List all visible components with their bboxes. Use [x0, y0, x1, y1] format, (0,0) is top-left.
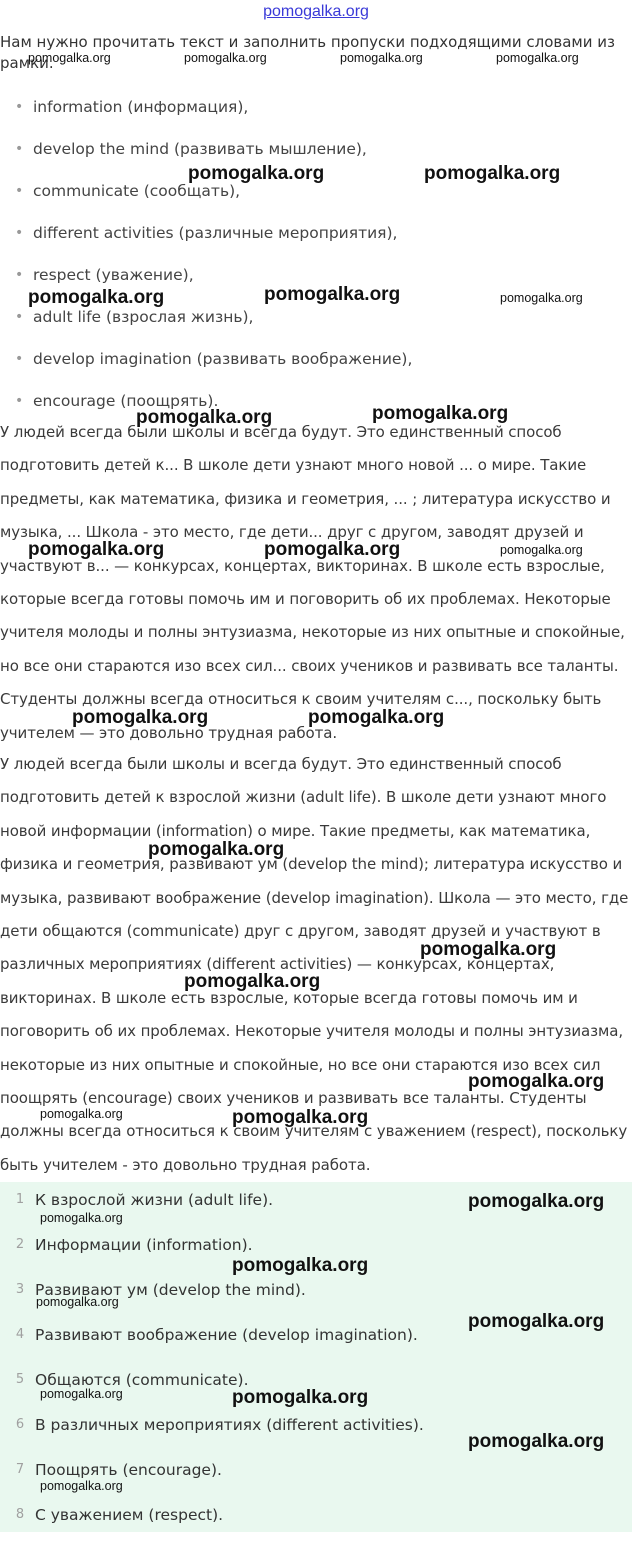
- watermark: pomogalka.org: [500, 543, 583, 557]
- answer-number: 8: [15, 1507, 25, 1522]
- watermark: pomogalka.org: [264, 539, 401, 560]
- answer-number: 1: [15, 1192, 25, 1207]
- list-item: [0, 1497, 632, 1542]
- list-item: [0, 338, 620, 380]
- bullet-icon: •: [15, 309, 24, 325]
- answer-number: 2: [15, 1237, 25, 1252]
- watermark: pomogalka.org: [72, 707, 209, 728]
- answer-text: Развивают ум (develop the mind).: [35, 1281, 306, 1299]
- watermark: pomogalka.org: [232, 1387, 369, 1408]
- watermark: pomogalka.org: [184, 971, 321, 992]
- bullet-icon: •: [15, 141, 24, 157]
- answer-text: Поощрять (encourage).: [35, 1461, 222, 1479]
- bullet-icon: •: [15, 183, 24, 199]
- answer-text: В различных мероприятиях (different activities).: [35, 1416, 424, 1434]
- task-instruction: Нам нужно прочитать текст и заполнить пропуски подходящими словами из рамки.: [0, 33, 615, 72]
- watermark: pomogalka.org: [40, 1479, 123, 1493]
- watermark: pomogalka.org: [468, 1431, 605, 1452]
- answer-text: Общаются (communicate).: [35, 1371, 249, 1389]
- task-paragraph: У людей всегда были школы и всегда будут. Это единственный способ подготовить детей к... В школе дети узнают много новой ... о мире. Такие предметы, как математика, физика и геометрия, ... ; литература искусство и музыка, ... Школа - это место, где дети... друг с другом, заводят друзей и участвуют в... — конкурсах, концертах, викторинах. В школе есть взрослые, которые всегда готовы помочь им и поговорить об их проблемах. Некоторые учителя молоды и полны энтузиазма, некоторые из них опытные и спокойные, но все они стараются изо всех сил... своих учеников и развивать все таланты. Студенты должны всегда относиться к своим учителям с..., поскольку быть учителем — это довольно трудная работа.: [0, 423, 625, 742]
- watermark: pomogalka.org: [188, 163, 325, 184]
- option-label: information (информация),: [33, 98, 249, 116]
- watermark: pomogalka.org: [36, 1295, 119, 1309]
- watermark: pomogalka.org: [500, 291, 583, 305]
- option-label: develop imagination (развивать воображение),: [33, 350, 413, 368]
- bullet-icon: •: [15, 99, 24, 115]
- list-item: [0, 212, 620, 254]
- option-label: encourage (поощрять).: [33, 392, 219, 410]
- word-options-list: [0, 86, 620, 422]
- watermark: pomogalka.org: [264, 284, 401, 305]
- watermark: pomogalka.org: [420, 939, 557, 960]
- answer-text: К взрослой жизни (adult life).: [35, 1191, 274, 1209]
- option-label: communicate (сообщать),: [33, 182, 241, 200]
- site-header-link[interactable]: pomogalka.org: [263, 3, 369, 20]
- watermark: pomogalka.org: [40, 1211, 123, 1225]
- answer-number: 6: [15, 1417, 25, 1432]
- watermark: pomogalka.org: [232, 1255, 369, 1276]
- bullet-icon: •: [15, 267, 24, 283]
- watermark: pomogalka.org: [40, 1107, 123, 1121]
- list-item: [0, 86, 620, 128]
- answer-number: 5: [15, 1372, 25, 1387]
- bullet-icon: •: [15, 393, 24, 409]
- watermark: pomogalka.org: [28, 539, 165, 560]
- answer-number: 7: [15, 1462, 25, 1477]
- watermark: pomogalka.org: [148, 839, 285, 860]
- answer-text: Развивают воображение (develop imagination).: [35, 1326, 418, 1344]
- answer-paragraph: У людей всегда были школы и всегда будут. Это единственный способ подготовить детей к взрослой жизни (adult life). В школе дети узнают много новой информации (information) о мире. Такие предметы, как математика, физика и геометрия, развивают ум (develop the mind); литература искусство и музыка, развивают воображение (develop imagination). Школа — это место, где дети общаются (communicate) друг с другом, заводят друзей и участвуют в различных мероприятиях (different activities) — конкурсах, концертах, викторинах. В школе есть взрослые, которые всегда готовы помочь им и поговорить об их проблемах. Некоторые учителя молоды и полны энтузиазма, некоторые из них опытные и спокойные, но все они стараются изо всех сил поощрять (encourage) своих учеников и развивать все таланты. Студенты должны всегда относиться к своим учителям с уважением (respect), поскольку быть учителем - это довольно трудная работа.: [0, 755, 629, 1174]
- watermark: pomogalka.org: [468, 1071, 605, 1092]
- watermark: pomogalka.org: [28, 287, 165, 308]
- watermark: pomogalka.org: [340, 51, 423, 65]
- answer-text: Информации (information).: [35, 1236, 253, 1254]
- watermark: pomogalka.org: [496, 51, 579, 65]
- bullet-icon: •: [15, 225, 24, 241]
- watermark: pomogalka.org: [184, 51, 267, 65]
- option-label: develop the mind (развивать мышление),: [33, 140, 367, 158]
- watermark: pomogalka.org: [28, 51, 111, 65]
- option-label: adult life (взрослая жизнь),: [33, 308, 254, 326]
- watermark: pomogalka.org: [372, 403, 509, 424]
- bullet-icon: •: [15, 351, 24, 367]
- watermark: pomogalka.org: [424, 163, 561, 184]
- watermark: pomogalka.org: [136, 407, 273, 428]
- answer-number: 4: [15, 1327, 25, 1342]
- watermark: pomogalka.org: [468, 1191, 605, 1212]
- watermark: pomogalka.org: [40, 1387, 123, 1401]
- watermark: pomogalka.org: [308, 707, 445, 728]
- watermark: pomogalka.org: [468, 1311, 605, 1332]
- option-label: different activities (различные мероприятия),: [33, 224, 398, 242]
- watermark: pomogalka.org: [232, 1107, 369, 1128]
- option-label: respect (уважение),: [33, 266, 194, 284]
- answer-text: С уважением (respect).: [35, 1506, 224, 1524]
- answer-number: 3: [15, 1282, 25, 1297]
